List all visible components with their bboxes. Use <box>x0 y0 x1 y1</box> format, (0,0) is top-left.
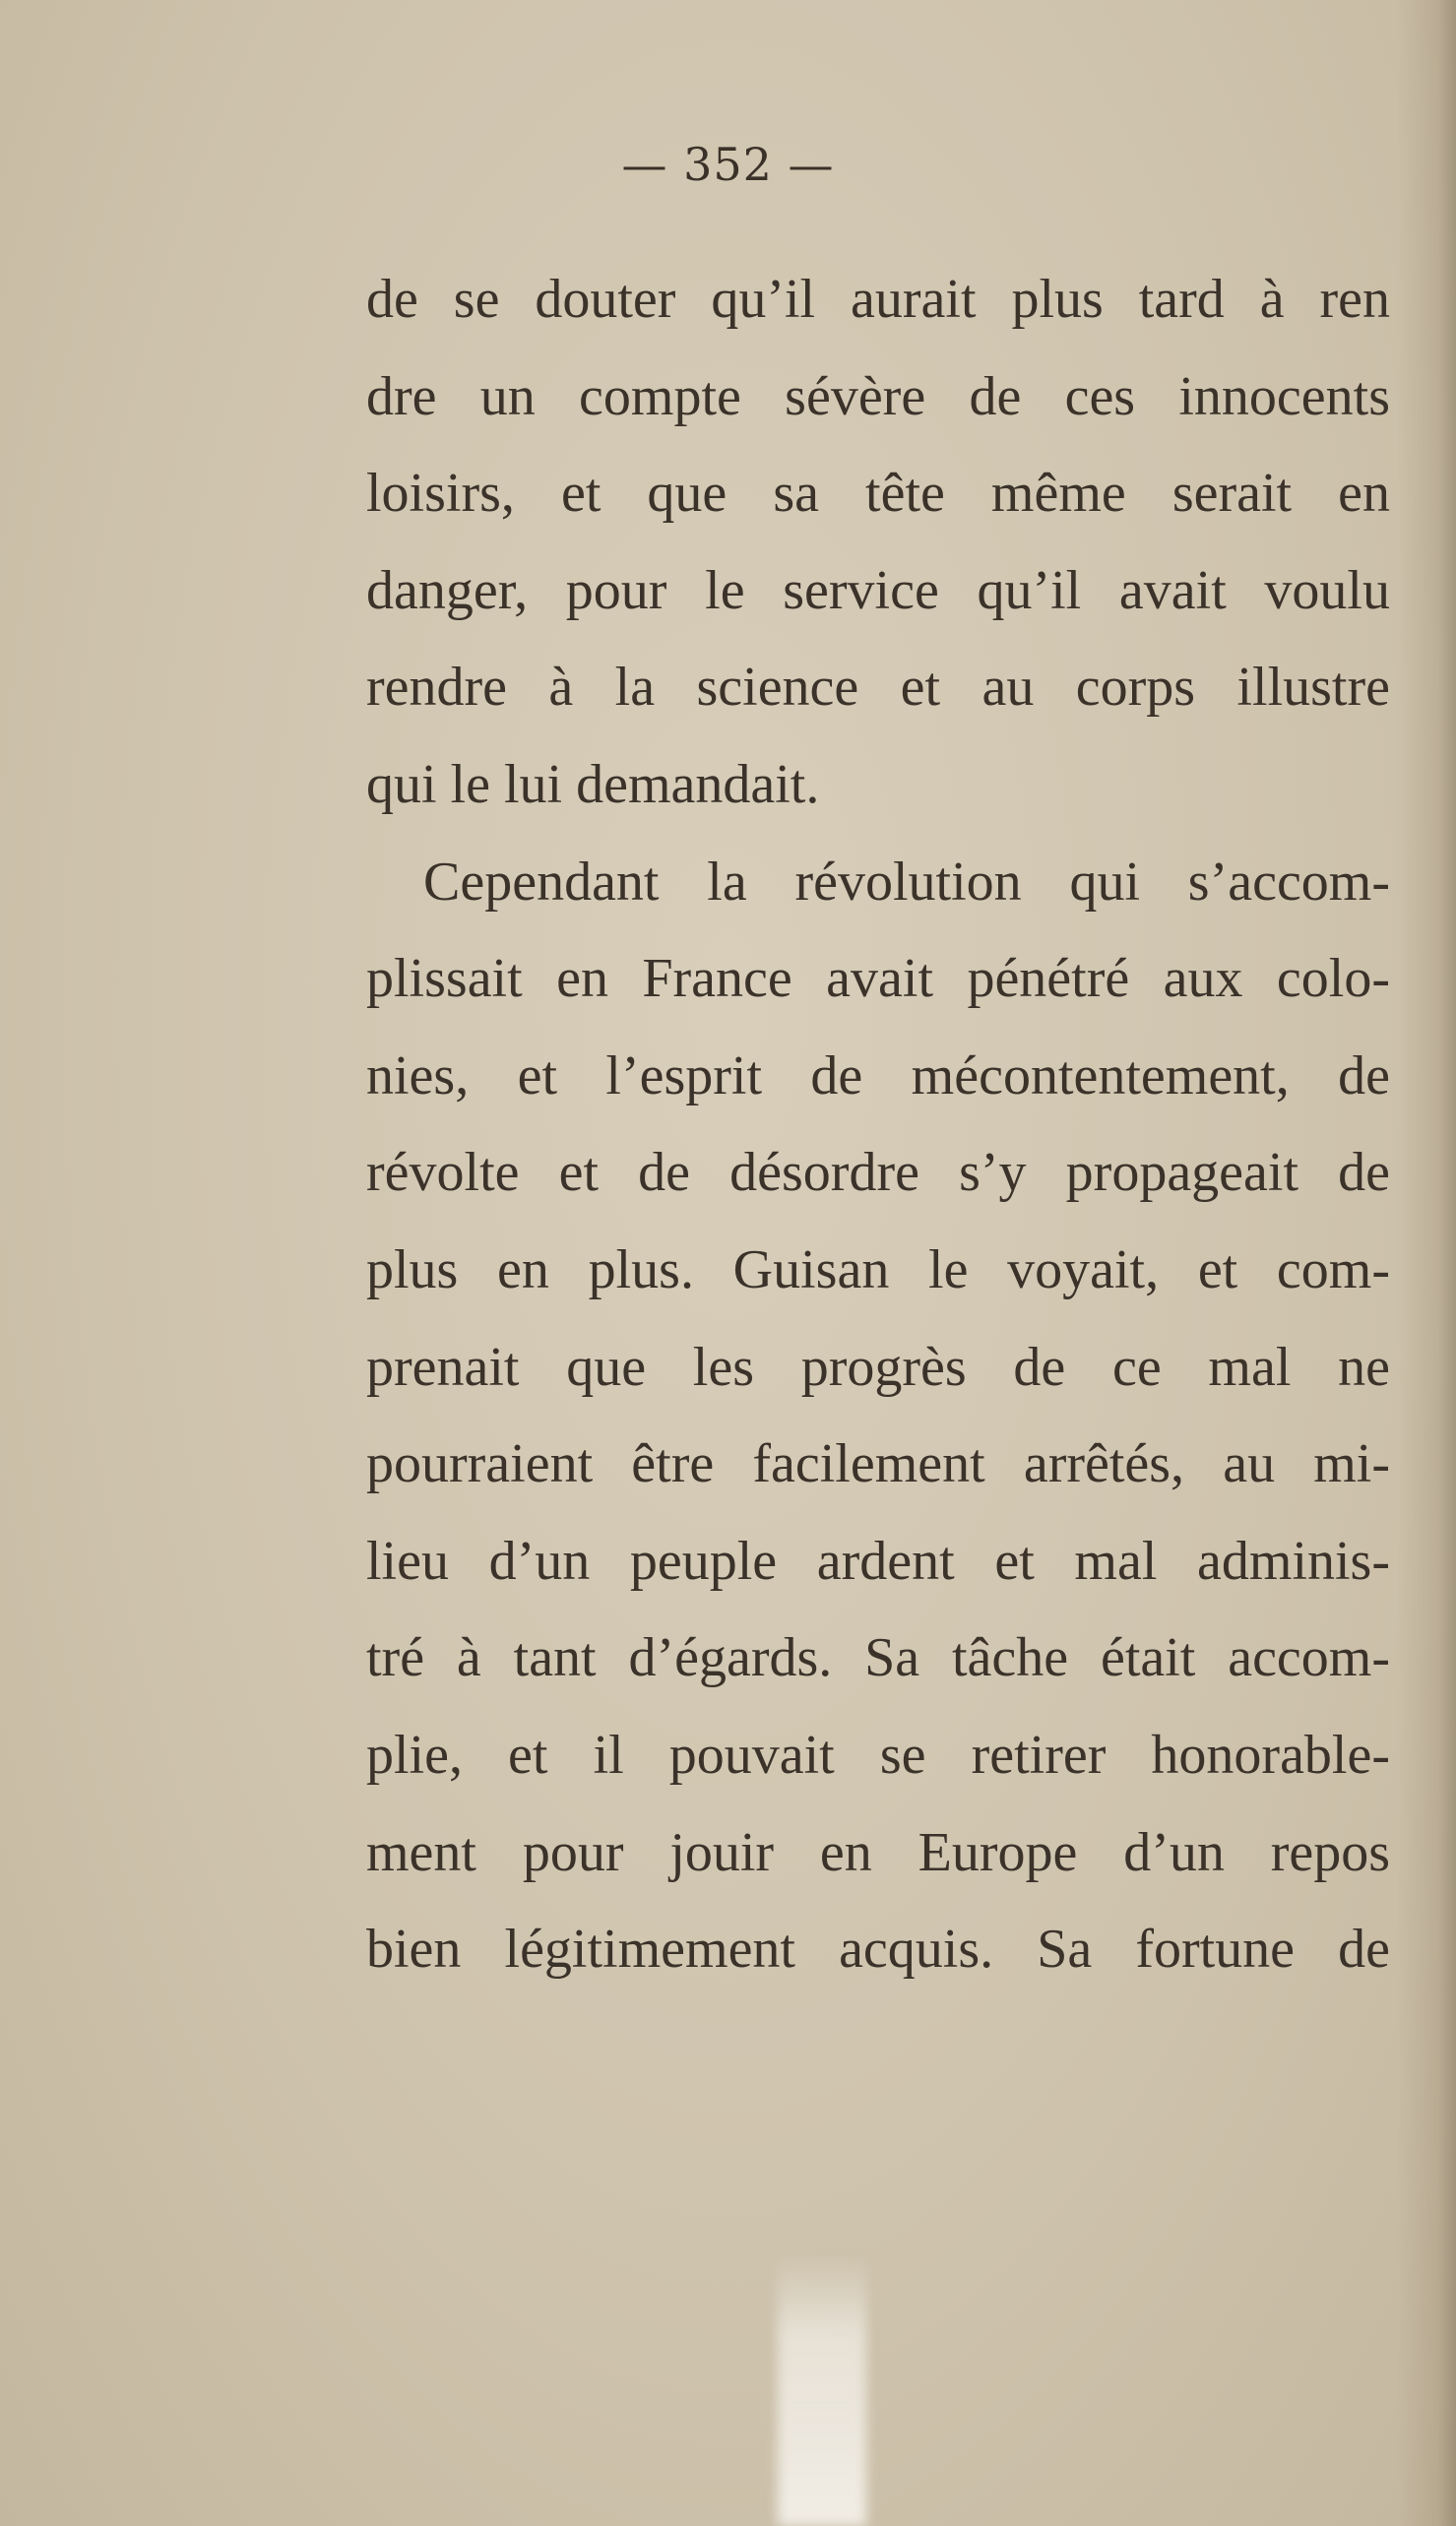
text-line: plus en plus. Guisan le voyait, et com- <box>366 1238 1390 1300</box>
text-line: tré à tant d’égards. Sa tâche était accom- <box>366 1627 1390 1689</box>
text-line: plie, et il pouvait se retirer honorable- <box>366 1724 1390 1786</box>
text-line: prenait que les progrès de ce mal ne <box>366 1336 1390 1398</box>
text-line: dre un compte sévère de ces innocents <box>366 365 1390 427</box>
text-line: plissait en France avait pénétré aux colo- <box>366 948 1390 1010</box>
text-line: bien légitimement acquis. Sa fortune de <box>366 1919 1390 1981</box>
text-line: révolte et de désordre s’y propageait de <box>366 1142 1390 1204</box>
page-number: — 352 — <box>621 138 835 191</box>
text-line: lieu d’un peuple ardent et mal adminis- <box>366 1530 1390 1592</box>
paragraph-end-line: qui le lui demandait. <box>366 753 820 815</box>
paragraph-start-line: Cependant la révolution qui s’accom- <box>423 851 1390 913</box>
text-line: nies, et l’esprit de mécontentement, de <box>366 1044 1390 1106</box>
text-line: de se douter qu’il aurait plus tard à ren <box>366 269 1390 330</box>
text-line: ment pour jouir en Europe d’un repos <box>366 1821 1390 1883</box>
text-line: pourraient être facilement arrêtés, au mi- <box>366 1433 1390 1495</box>
body-text <box>366 251 1390 1998</box>
text-line: rendre à la science et au corps illustre <box>366 657 1390 719</box>
text-line: danger, pour le service qu’il avait voulu <box>366 559 1390 621</box>
text-line: loisirs, et que sa tête même serait en <box>366 463 1390 525</box>
